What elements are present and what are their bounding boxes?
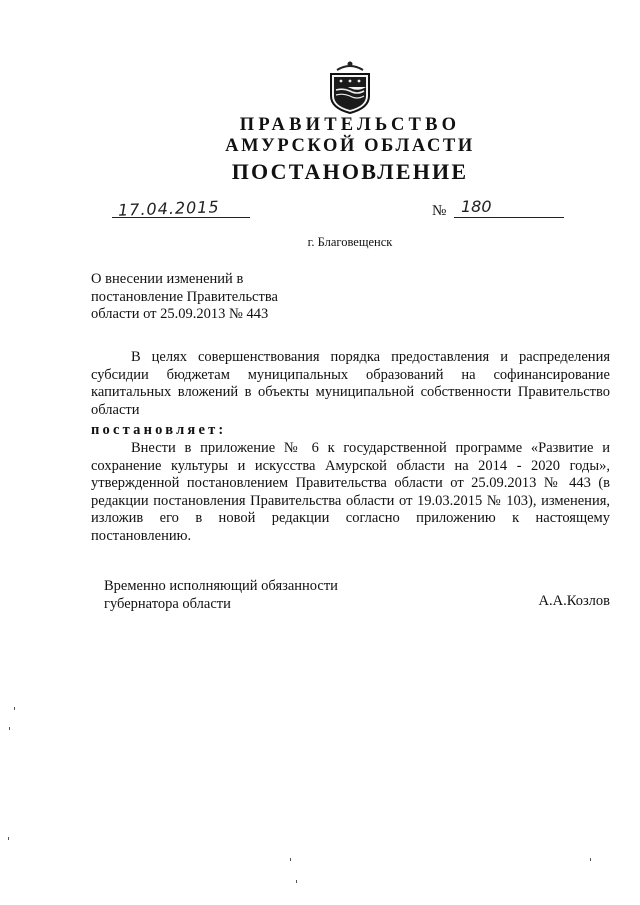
signatory-position-line: Временно исполняющий обязанности (104, 578, 338, 594)
region-title: АМУРСКОЙ ОБЛАСТИ (225, 136, 475, 156)
scan-speck (14, 707, 15, 710)
document-date: 17.04.2015 (117, 197, 220, 220)
subject-line: постановление Правительства (91, 288, 278, 305)
signatory-name: А.А.Козлов (538, 593, 610, 609)
scan-speck (9, 727, 10, 730)
document-subject (91, 271, 331, 324)
coat-of-arms-icon (327, 60, 373, 114)
scan-speck (290, 858, 291, 861)
number-label: № (432, 203, 447, 219)
operative-paragraph: Внести в приложение № 6 к государственной программе «Развитие и сохранение культуры и искусства Амурской области на 2014 - 2020 годы», утвержденной постановлением Правительства области от 25.09.2013 № 443 (в редакции постановления Правительства области от 19.03.2015 № 103), изменения, изложив его в новой редакции согласно приложению к настоящему постановлению. (91, 440, 610, 544)
city-label: г. Благовещенск (307, 235, 393, 249)
signatory-position (104, 578, 338, 613)
preamble-paragraph: В целях совершенствования порядка предоставления и распределения субсидии бюджетам муниципальных образований на софинансирование капитальных вложений в объекты муниципальной собственности Правительство области (91, 349, 610, 418)
date-underline (112, 217, 250, 218)
scan-speck (296, 880, 297, 883)
document-number: 180 (461, 197, 492, 216)
signatory-position-line: губернатора области (104, 595, 231, 612)
decree-word: постановляет: (91, 422, 227, 438)
government-title: ПРАВИТЕЛЬСТВО (239, 115, 461, 135)
subject-line: О внесении изменений в (91, 271, 244, 287)
scan-speck (590, 858, 591, 861)
number-underline (454, 217, 564, 218)
document-type-title: ПОСТАНОВЛЕНИЕ (231, 159, 469, 184)
subject-line: области от 25.09.2013 № 443 (91, 306, 269, 322)
scan-speck (8, 837, 9, 840)
